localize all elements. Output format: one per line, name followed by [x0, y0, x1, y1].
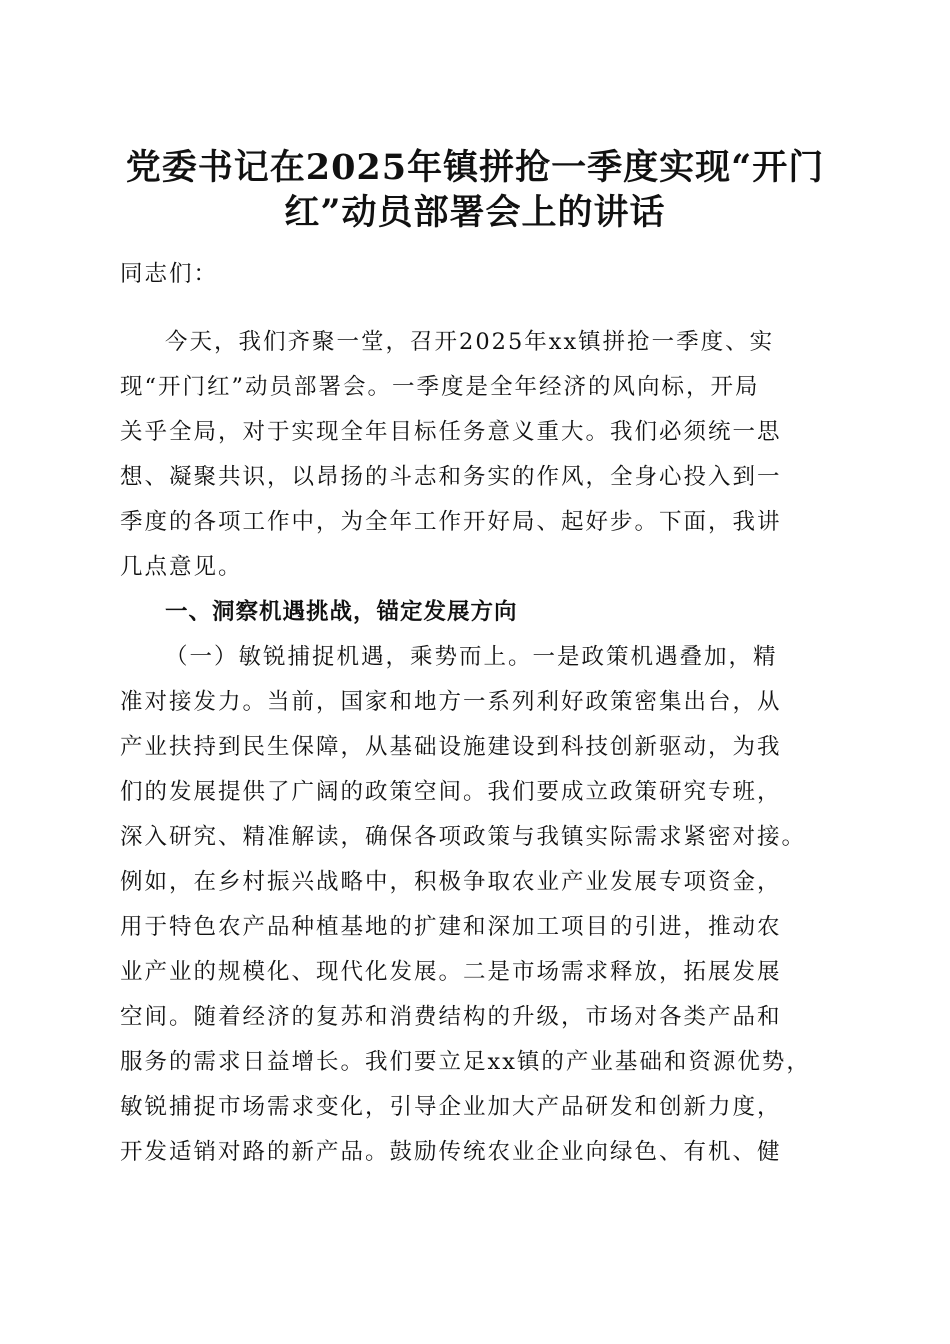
paragraph-line: （一）敏锐捕捉机遇，乘势而上。一是政策机遇叠加，精 [165, 644, 778, 670]
paragraph-line: 想、凝聚共识，以昂扬的斗志和务实的作风，全身心投入到一 [120, 464, 782, 490]
paragraph-line: 们的发展提供了广阔的政策空间。我们要成立政策研究专班， [120, 779, 782, 805]
paragraph-line: 产业扶持到民生保障，从基础设施建设到科技创新驱动，为我 [120, 734, 782, 760]
document-title-line-1: 党委书记在2025年镇拼抢一季度实现“开门 [125, 147, 825, 188]
paragraph-line: 开发适销对路的新产品。鼓励传统农业企业向绿色、有机、健 [120, 1139, 782, 1165]
paragraph-line: 关乎全局，对于实现全年目标任务意义重大。我们必须统一思 [120, 419, 782, 445]
salutation: 同志们： [120, 261, 219, 287]
paragraph-line: 业产业的规模化、现代化发展。二是市场需求释放，拓展发展 [120, 959, 782, 985]
paragraph-line: 准对接发力。当前，国家和地方一系列利好政策密集出台，从 [120, 689, 782, 715]
paragraph-line: 今天，我们齐聚一堂，召开2025年xx镇拼抢一季度、实 [165, 329, 775, 355]
paragraph-line: 服务的需求日益增长。我们要立足xx镇的产业基础和资源优势， [120, 1049, 811, 1075]
section-heading: 一、洞察机遇挑战，锚定发展方向 [165, 599, 518, 625]
paragraph-line: 敏锐捕捉市场需求变化，引导企业加大产品研发和创新力度， [120, 1094, 782, 1120]
paragraph-line: 深入研究、精准解读，确保各项政策与我镇实际需求紧密对接。 [120, 824, 807, 850]
paragraph-line: 空间。随着经济的复苏和消费结构的升级，市场对各类产品和 [120, 1004, 782, 1030]
paragraph-line: 用于特色农产品种植基地的扩建和深加工项目的引进，推动农 [120, 914, 782, 940]
paragraph-line: 几点意见。 [120, 554, 243, 580]
paragraph-line: 季度的各项工作中，为全年工作开好局、起好步。下面，我讲 [120, 509, 782, 535]
paragraph-line: 现“开门红”动员部署会。一季度是全年经济的风向标，开局 [120, 374, 760, 400]
paragraph-line: 例如，在乡村振兴战略中，积极争取农业产业发展专项资金， [120, 869, 782, 895]
document-title-line-2: 红”动员部署会上的讲话 [284, 192, 666, 233]
